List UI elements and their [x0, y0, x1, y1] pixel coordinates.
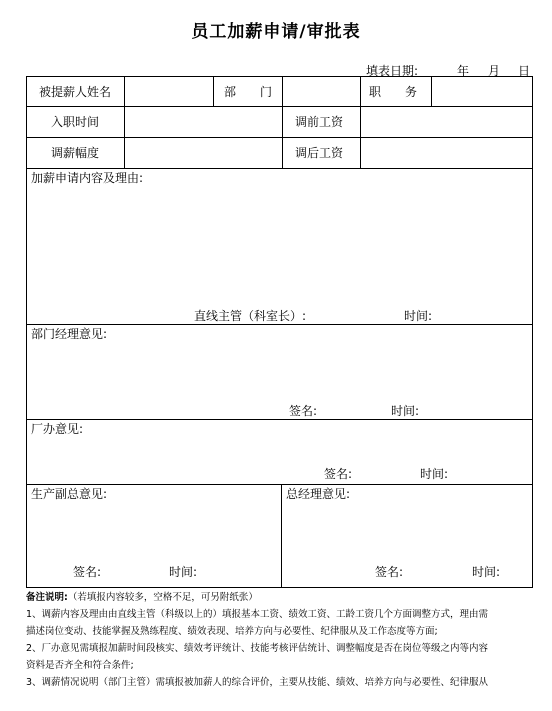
- adjust-range-label: 调薪幅度: [51, 146, 100, 160]
- salary-before-field[interactable]: [361, 107, 532, 137]
- factory-office-field[interactable]: [27, 438, 532, 468]
- remarks-heading-line: [26, 589, 536, 606]
- fill-date-day: 日: [518, 64, 531, 78]
- reason-label: 加薪申请内容及理由:: [31, 171, 144, 185]
- dept-manager-time-label: 时间:: [391, 404, 420, 418]
- remarks: [26, 589, 536, 691]
- factory-office-sign-label: 签名:: [324, 467, 353, 481]
- fill-date-year: 年: [457, 64, 470, 78]
- gm-time-label: 时间:: [472, 565, 501, 579]
- supervisor-time-label: 时间:: [404, 309, 433, 323]
- approval-form-table: [26, 76, 533, 588]
- department-field[interactable]: [283, 77, 360, 106]
- salary-before-label: 调前工资: [295, 115, 344, 129]
- dept-manager-sign-label: 签名:: [289, 404, 318, 418]
- dept-manager-field[interactable]: [27, 343, 532, 403]
- remarks-line: 资料是否齐全和符合条件;: [26, 660, 134, 671]
- factory-office-time-label: 时间:: [420, 467, 449, 481]
- position-label: 职 务: [369, 85, 418, 99]
- employee-name-field[interactable]: [125, 77, 213, 106]
- vp-production-field[interactable]: [27, 503, 281, 563]
- supervisor-sign-label: 直线主管（科室长）:: [194, 309, 307, 323]
- row-divider: [27, 484, 532, 485]
- remarks-line: 3、调薪情况说明（部门主管）需填报被加薪人的综合评价，主要从技能、绩效、培养方向与必要性、纪律服从: [26, 677, 489, 688]
- remarks-heading: 备注说明:: [26, 592, 68, 603]
- col-divider: [213, 77, 214, 106]
- fill-date-month: 月: [488, 64, 501, 78]
- vp-production-sign-label: 签名:: [73, 565, 102, 579]
- employee-name-label: 被提薪人姓名: [39, 85, 112, 99]
- remarks-line: 2、厂办意见需填报加薪时间段核实、绩效考评统计、技能考核评估统计、调整幅度是否在岗位等级之内等内容: [26, 643, 489, 654]
- salary-after-label: 调后工资: [295, 146, 344, 160]
- fill-date-label: 填表日期:: [366, 64, 419, 78]
- reason-field[interactable]: [27, 187, 532, 307]
- remarks-line: 描述岗位变动、技能掌握及熟练程度、绩效表现、培养方向与必要性、纪律服从及工作态度等方面;: [26, 626, 438, 637]
- join-date-label: 入职时间: [51, 115, 100, 129]
- position-field[interactable]: [432, 77, 532, 106]
- gm-sign-label: 签名:: [375, 565, 404, 579]
- factory-office-label: 厂办意见:: [31, 422, 84, 436]
- form-title: 员工加薪申请/审批表: [191, 22, 361, 42]
- adjust-range-field[interactable]: [125, 138, 282, 168]
- salary-after-field[interactable]: [361, 138, 532, 168]
- row-divider: [27, 419, 532, 420]
- vp-production-label: 生产副总意见:: [31, 487, 108, 501]
- row-divider: [27, 168, 532, 169]
- remarks-line: 1、调薪内容及理由由直线主管（科级以上的）填报基本工资、绩效工资、工龄工资几个方面调整方式，理由需: [26, 609, 489, 620]
- join-date-field[interactable]: [125, 107, 282, 137]
- dept-manager-label: 部门经理意见:: [31, 327, 108, 341]
- row-divider: [27, 324, 532, 325]
- vp-production-time-label: 时间:: [169, 565, 198, 579]
- gm-label: 总经理意见:: [286, 487, 351, 501]
- gm-field[interactable]: [282, 503, 532, 563]
- department-label: 部 门: [224, 85, 273, 99]
- remarks-heading-tail: （若填报内容较多，空格不足，可另附纸张）: [67, 592, 258, 603]
